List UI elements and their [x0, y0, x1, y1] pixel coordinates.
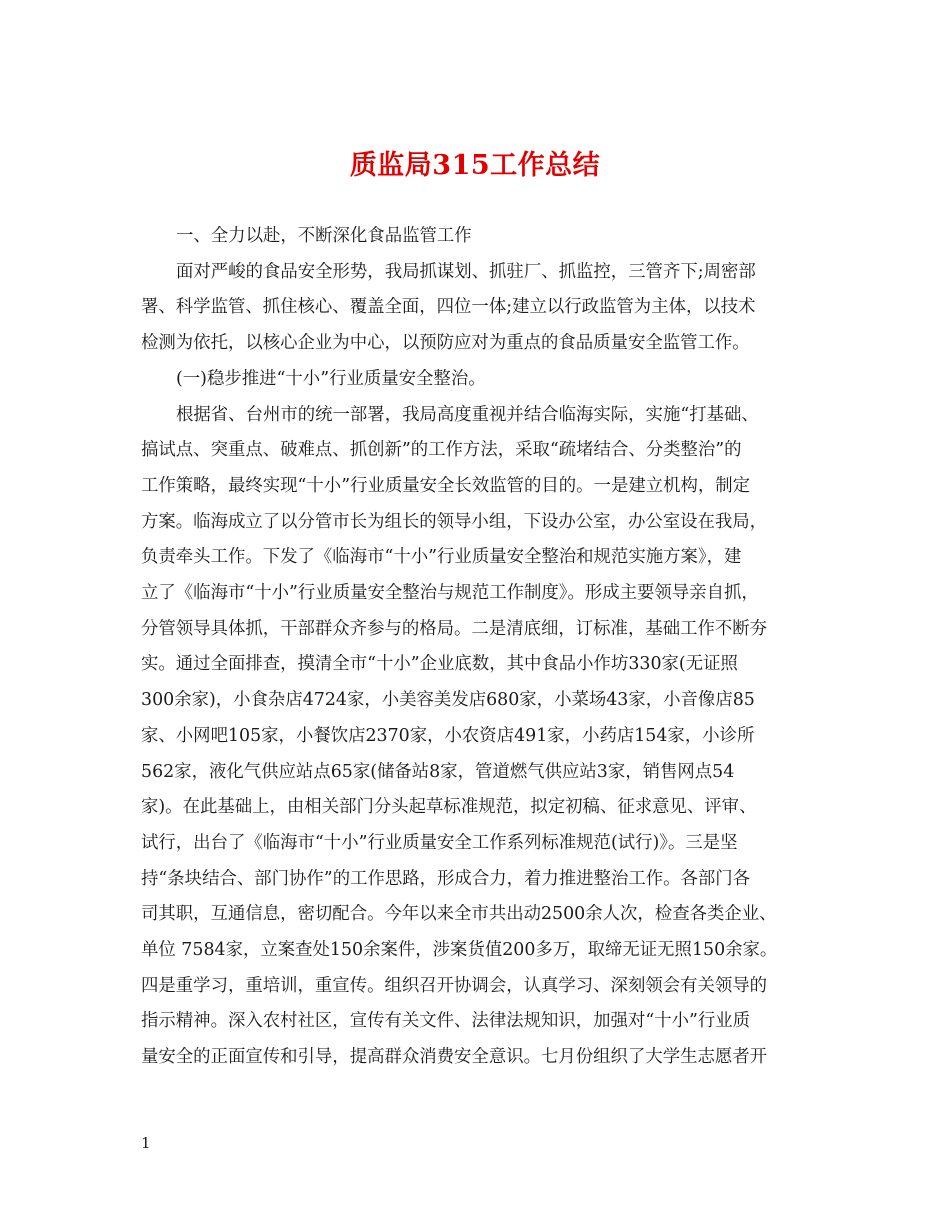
page-number: 1	[141, 1134, 151, 1152]
paragraph-line: 家、小网吧105家，小餐饮店2370家，小农资店491家，小药店154家，小诊所	[141, 725, 755, 746]
paragraph-line: 实。通过全面排查，摸清全市“十小”企业底数，其中食品小作坊330家(无证照	[141, 654, 738, 675]
paragraph-line: 300余家)，小食杂店4724家，小美容美发店680家，小菜场43家，小音像店85	[141, 690, 755, 711]
subsection-heading: (一)稳步推进“十小”行业质量安全整治。	[176, 368, 486, 389]
paragraph-line: 立了《临海市“十小”行业质量安全整治与规范工作制度》。形成主要领导亲自抓，	[141, 583, 759, 604]
paragraph-line: 家)。在此基础上，由相关部门分头起草标准规范，拟定初稿、征求意见、评审、	[141, 797, 757, 818]
page-title: 质监局315工作总结	[349, 150, 601, 181]
paragraph-line: 单位 7584家，立案查处150余案件，涉案货值200多万，取缔无证无照150余家。	[141, 940, 778, 961]
paragraph-line: 指示精神。深入农村社区，宣传有关文件、法律法规知识，加强对“十小”行业质	[141, 1011, 751, 1032]
paragraph-line: 根据省、台州市的统一部署，我局高度重视并结合临海实际，实施“打基础、	[176, 404, 759, 425]
paragraph-line: 司其职，互通信息，密切配合。今年以来全市共出动2500余人次，检查各类企业、	[141, 904, 777, 925]
paragraph-line: 检测为依托，以核心企业为中心，以预防应对为重点的食品质量安全监管工作。	[141, 333, 750, 354]
paragraph-line: 负责牵头工作。下发了《临海市“十小”行业质量安全整治和规范实施方案》，建	[141, 547, 742, 568]
document-body	[141, 219, 827, 1076]
paragraph-line: 持“条块结合、部门协作”的工作思路，形成合力，着力推进整治工作。各部门各	[141, 868, 751, 889]
paragraph-line: 562家，液化气供应站点65家(储备站8家，管道燃气供应站3家，销售网点54	[141, 761, 735, 782]
paragraph-line: 面对严峻的食品安全形势，我局抓谋划、抓驻厂、抓监控，三管齐下;周密部	[176, 261, 756, 282]
paragraph-line: 工作策略，最终实现“十小”行业质量安全长效监管的目的。一是建立机构，制定	[141, 475, 751, 496]
paragraph-line: 试行，出台了《临海市“十小”行业质量安全工作系列标准规范(试行)》。三是坚	[141, 832, 738, 853]
paragraph-line: 署、科学监管、抓住核心、覆盖全面，四位一体;建立以行政监管为主体，以技术	[141, 297, 756, 318]
paragraph-line: 方案。临海成立了以分管市长为组长的领导小组，下设办公室，办公室设在我局，	[141, 511, 768, 532]
paragraph-line: 四是重学习，重培训，重宣传。组织召开协调会，认真学习、深刻领会有关领导的	[141, 975, 768, 996]
paragraph-line: 量安全的正面宣传和引导，提高群众消费安全意识。七月份组织了大学生志愿者开	[141, 1047, 768, 1068]
section-heading: 一、全力以赴，不断深化食品监管工作	[176, 226, 472, 246]
paragraph-line: 分管领导具体抓，干部群众齐参与的格局。二是清底细，订标准，基础工作不断夯	[141, 618, 768, 639]
paragraph-line: 搞试点、突重点、破难点、抓创新”的工作方法，采取“疏堵结合、分类整治”的	[141, 440, 742, 461]
